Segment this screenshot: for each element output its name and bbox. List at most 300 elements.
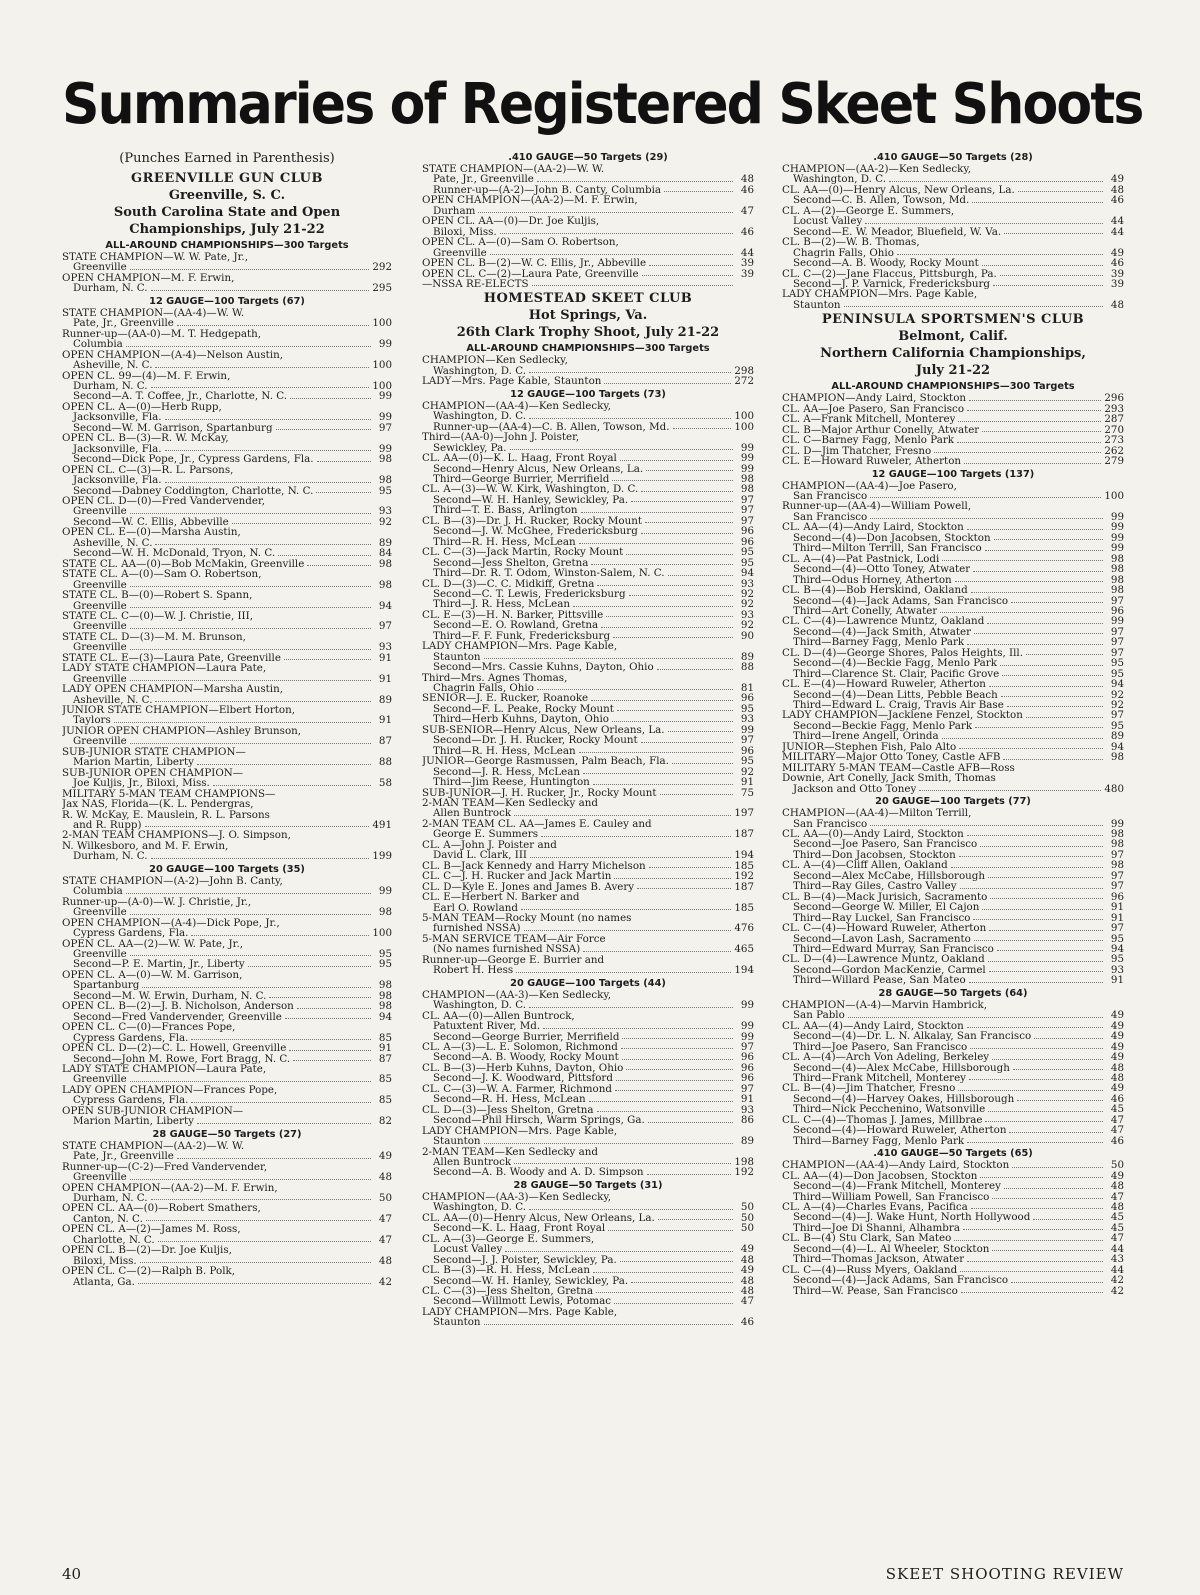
entry-score: 39 — [1110, 267, 1124, 280]
result-entry — [422, 1063, 754, 1073]
entry-text: Second—George Burrier, Merrifield — [433, 1031, 620, 1042]
leader-dots — [114, 722, 371, 723]
leader-dots — [988, 877, 1103, 878]
entry-text: OPEN CHAMPION—M. F. Erwin, — [62, 272, 235, 284]
result-entry — [422, 1032, 754, 1042]
result-entry — [422, 1157, 754, 1167]
result-entry — [422, 746, 754, 756]
leader-dots — [537, 689, 733, 690]
result-entry — [782, 1254, 1124, 1264]
leader-dots — [601, 627, 733, 628]
result-entry — [422, 808, 754, 818]
entry-text: San Francisco — [793, 818, 868, 830]
entry-text: Third—(AA-0)—John J. Poister, — [422, 432, 580, 443]
entry-score: 272 — [734, 375, 754, 388]
result-entry — [422, 474, 754, 484]
entry-text: CL. AA—(0)—Henry Alcus, New Orleans, La. — [422, 1212, 655, 1224]
leader-dots — [529, 418, 731, 419]
entry-score: 49 — [1110, 246, 1124, 259]
result-entry — [782, 616, 1124, 626]
entry-text: Durham, N. C. — [73, 283, 148, 294]
leader-dots — [969, 400, 1101, 401]
result-entry — [62, 475, 392, 485]
leader-dots — [130, 513, 371, 514]
result-entry — [422, 693, 754, 703]
note-text: (Punches Earned in Parenthesis) — [119, 151, 335, 166]
leader-dots — [597, 1111, 734, 1112]
result-entry — [422, 1192, 754, 1202]
result-entry — [782, 965, 1124, 975]
entry-score: 95 — [378, 484, 392, 497]
result-entry — [422, 526, 754, 536]
entry-score: 99 — [740, 452, 754, 465]
entry-text: Spartanburg — [73, 980, 140, 991]
leader-dots — [130, 1179, 371, 1180]
entry-text: CL. AA—(0)—Allen Buntrock, — [422, 1010, 575, 1022]
leader-dots — [955, 581, 1103, 582]
entry-text: San Francisco — [793, 490, 868, 502]
entry-text: STATE CL. AA—(0)—Bob McMakin, Greenville — [62, 558, 305, 570]
entry-text: CL. D—Kyle E. Jones and James B. Avery — [422, 881, 635, 893]
leader-dots — [155, 367, 369, 368]
entry-score: 88 — [378, 756, 392, 769]
entry-score: 46 — [1110, 1092, 1124, 1105]
result-entry — [62, 980, 392, 990]
entry-score: 98 — [1110, 859, 1124, 872]
entry-score: 98 — [378, 979, 392, 992]
leader-dots — [278, 555, 371, 556]
entry-text: STATE CL. A—(0)—Sam O. Robertson, — [62, 569, 262, 580]
result-entry — [422, 965, 754, 975]
entry-text: CL. C—(2)—Jane Flaccus, Pittsburgh, Pa. — [782, 268, 997, 279]
entry-score: 93 — [740, 1103, 754, 1116]
result-entry — [782, 227, 1124, 237]
result-entry — [422, 934, 754, 944]
entry-text: Second—(4)—Alex McCabe, Hillsborough — [793, 1062, 1010, 1073]
entry-text: Third—J. R. Hess, McLean — [433, 599, 570, 610]
entry-text: Chagrin Falls, Ohio — [793, 247, 894, 259]
leader-dots — [964, 463, 1101, 464]
leader-dots — [130, 680, 371, 681]
entry-score: 95 — [740, 546, 754, 559]
result-entry — [782, 606, 1124, 616]
entry-score: 50 — [740, 1211, 754, 1224]
entry-score: 94 — [1110, 943, 1124, 955]
leader-dots — [622, 1059, 733, 1060]
entry-text: Second—J. W. McGhee, Fredericksburg — [433, 526, 638, 537]
leader-dots — [971, 592, 1103, 593]
entry-score: 95 — [740, 702, 754, 715]
entry-text: Staunton — [793, 299, 841, 311]
result-entry — [62, 402, 392, 412]
leader-dots — [967, 1142, 1103, 1143]
result-entry — [62, 538, 392, 548]
leader-dots — [290, 398, 371, 399]
result-entry — [782, 850, 1124, 860]
entry-text: Third—Herb Kuhns, Dayton, Ohio — [433, 714, 609, 725]
result-entry — [422, 1213, 754, 1223]
entry-text: Third—Willard Pease, San Mateo — [793, 975, 966, 986]
leader-dots — [1011, 602, 1103, 603]
entry-score: 48 — [378, 1171, 392, 1184]
entry-text: furnished NSSA) — [433, 923, 521, 934]
entry-score: 95 — [740, 556, 754, 569]
entry-score: 98 — [378, 989, 392, 1002]
entry-score: 97 — [740, 1082, 754, 1095]
result-entry — [62, 907, 392, 917]
leader-dots — [1026, 717, 1103, 718]
result-entry — [422, 579, 754, 589]
entry-score: 48 — [1110, 1061, 1124, 1074]
leader-dots — [1002, 675, 1103, 676]
result-entry — [422, 484, 754, 494]
leader-dots — [126, 893, 371, 894]
entry-text: Allen Buntrock — [433, 1156, 512, 1168]
result-entry — [62, 1266, 392, 1276]
leader-dots — [958, 1090, 1103, 1091]
entry-text: Taylors — [73, 715, 111, 726]
result-entry — [422, 1021, 754, 1031]
entry-text: CL. D—(3)—Jess Shelton, Gretna — [422, 1104, 594, 1116]
entry-text: —NSSA RE-ELECTS — [422, 278, 529, 290]
entry-text: Second—(4)—L. Al Wheeler, Stockton — [793, 1243, 990, 1255]
result-entry — [62, 789, 392, 799]
leader-dots — [1004, 1188, 1103, 1189]
leader-dots — [620, 460, 733, 461]
result-entry — [62, 527, 392, 537]
entry-text: 2-MAN TEAM CL. AA—James E. Cauley and — [422, 818, 652, 830]
entry-text: CL. A—(4)—Charles Evans, Pacifica — [782, 1201, 968, 1213]
leader-dots — [532, 285, 733, 286]
entry-score: 89 — [740, 650, 754, 663]
result-entry — [422, 704, 754, 714]
event-title: Championships, July 21-22 — [129, 222, 325, 237]
leader-dots — [870, 825, 1103, 826]
entry-score: 98 — [378, 1000, 392, 1013]
result-entry — [62, 991, 392, 1001]
entry-score: 48 — [740, 173, 754, 186]
leader-dots — [988, 1111, 1103, 1112]
leader-dots — [992, 1198, 1103, 1199]
entry-text: JUNIOR OPEN CHAMPION—Ashley Brunson, — [62, 725, 302, 737]
leader-dots — [870, 497, 1101, 498]
leader-dots — [130, 1081, 371, 1082]
entry-text: OPEN CL. A—(2)—James M. Ross, — [62, 1224, 241, 1235]
result-entry — [782, 944, 1124, 954]
column-2 — [422, 150, 754, 1328]
leader-dots — [989, 686, 1103, 687]
entry-text: CL. B—(4)—Mack Jurisich, Sacramento — [782, 891, 988, 903]
leader-dots — [177, 325, 369, 326]
entry-text: OPEN CL. E—(0)—Marsha Austin, — [62, 527, 241, 538]
result-entry — [62, 1235, 392, 1245]
result-entry — [782, 543, 1124, 553]
entry-text: OPEN CL. AA—(2)—W. W. Pate, Jr., — [62, 938, 243, 949]
entry-text: Third—Barney Fagg, Menlo Park — [793, 637, 965, 648]
section-heading: 12 GAUGE—100 Targets (137) — [871, 468, 1035, 480]
entry-text: CL. B—(3)—Dr. J. H. Rucker, Rocky Mount — [422, 515, 643, 527]
leader-dots — [130, 269, 370, 270]
entry-text: CL. AA—(4)—Don Jacobsen, Stockton — [782, 1170, 978, 1182]
entry-text: Washington, D. C. — [433, 1202, 526, 1213]
entry-text: Jax NAS, Florida—(K. L. Pendergras, — [62, 799, 254, 810]
result-entry — [782, 1171, 1124, 1181]
entry-score: 99 — [1110, 817, 1124, 830]
entry-text: Cypress Gardens, Fla. — [73, 1095, 189, 1106]
result-entry — [422, 1307, 754, 1317]
entry-score: 95 — [378, 948, 392, 960]
leader-dots — [317, 461, 371, 462]
entry-text: San Pablo — [793, 1010, 845, 1021]
entry-score: 91 — [378, 651, 392, 664]
result-entry — [782, 404, 1124, 414]
leader-dots — [591, 564, 733, 565]
leader-dots — [972, 202, 1103, 203]
result-entry — [422, 662, 754, 672]
entry-score: 98 — [378, 578, 392, 591]
result-entry — [422, 1286, 754, 1296]
leader-dots — [130, 743, 371, 744]
entry-score: 48 — [1110, 183, 1124, 196]
entry-score: 93 — [740, 577, 754, 590]
leader-dots — [1003, 759, 1103, 760]
leader-dots — [583, 773, 733, 774]
entry-score: 49 — [378, 1150, 392, 1163]
result-entry — [62, 1116, 392, 1126]
entry-text: CL. C—(4)—Russ Myers, Oakland — [782, 1264, 958, 1276]
entry-score: 93 — [1110, 963, 1124, 976]
result-entry — [422, 1255, 754, 1265]
result-entry — [62, 1043, 392, 1053]
leader-dots — [672, 763, 733, 764]
leader-dots — [579, 752, 733, 753]
result-entry — [422, 1052, 754, 1062]
leader-dots — [975, 727, 1103, 728]
leader-dots — [484, 1324, 733, 1325]
entry-text: STATE CHAMPION—(AA-2)—W. W. — [422, 164, 605, 175]
entry-text: Durham, N. C. — [73, 380, 148, 392]
result-entry — [782, 1010, 1124, 1020]
result-entry — [62, 1001, 392, 1011]
result-entry — [782, 742, 1124, 752]
entry-text: CHAMPION—Ken Sedlecky, — [422, 355, 568, 366]
entry-score: 91 — [740, 1093, 754, 1106]
entry-score: 96 — [1110, 604, 1124, 617]
entry-text: Second—(4)—Dr. L. N. Alkalay, San Francisco — [793, 1031, 1032, 1042]
result-entry — [62, 705, 392, 715]
leader-dots — [626, 1069, 733, 1070]
entry-score: 47 — [378, 1212, 392, 1225]
entry-score: 99 — [740, 462, 754, 475]
entry-text: Greenville — [73, 1172, 127, 1183]
entry-text: CL. C—J. H. Rucker and Jack Martin — [422, 871, 612, 882]
result-entry — [62, 810, 392, 820]
leader-dots — [668, 731, 733, 732]
leader-dots — [165, 419, 371, 420]
result-entry — [62, 262, 392, 272]
entry-text: OPEN CL. A—(0)—Herb Rupp, — [62, 401, 222, 413]
entry-text: Third—Thomas Jackson, Atwater — [793, 1254, 965, 1265]
entry-score: 42 — [1110, 1274, 1124, 1287]
entry-text: Washington, D. C. — [793, 174, 886, 185]
leader-dots — [155, 701, 371, 702]
entry-score: 49 — [740, 1264, 754, 1277]
leader-dots — [197, 1123, 371, 1124]
result-entry — [782, 1202, 1124, 1212]
entry-score: 49 — [1110, 173, 1124, 186]
entry-score: 81 — [740, 682, 754, 695]
entry-text: Durham — [433, 205, 476, 217]
result-entry — [422, 1115, 754, 1125]
entry-text: Pate, Jr., Greenville — [73, 318, 174, 329]
result-entry — [62, 1203, 392, 1213]
result-entry — [422, 1105, 754, 1115]
entry-text: OPEN CL. C—(0)—Frances Pope, — [62, 1022, 236, 1033]
result-entry — [422, 495, 754, 505]
result-entry — [422, 725, 754, 735]
entry-text: LADY CHAMPION—Mrs. Page Kable, — [422, 641, 618, 652]
result-entry — [422, 829, 754, 839]
entry-text: Washington, D. C. — [433, 1000, 526, 1011]
entry-text: Chagrin Falls, Ohio — [433, 683, 534, 694]
entry-text: CL. B—Jack Kennedy and Harry Michelson — [422, 860, 646, 872]
result-entry — [422, 258, 754, 268]
result-entry — [422, 955, 754, 965]
result-entry — [422, 516, 754, 526]
leader-dots — [530, 857, 731, 858]
leader-dots — [316, 492, 371, 493]
entry-text: JUNIOR—George Rasmussen, Palm Beach, Fla. — [422, 756, 669, 767]
entry-text: SUB-SENIOR—Henry Alcus, New Orleans, La. — [422, 724, 665, 736]
entry-text: N. Wilkesboro, and M. F. Erwin, — [62, 840, 229, 852]
result-entry — [422, 1234, 754, 1244]
result-entry — [62, 308, 392, 318]
result-entry — [62, 433, 392, 443]
result-entry — [782, 435, 1124, 445]
result-entry — [782, 731, 1124, 741]
entry-text: Earl O. Rowland — [433, 902, 518, 913]
result-entry — [422, 1244, 754, 1254]
result-entry — [782, 446, 1124, 456]
result-entry — [422, 798, 754, 808]
entry-score: 95 — [1110, 657, 1124, 670]
leader-dots — [919, 790, 1101, 791]
entry-text: OPEN CL. B—(2)—W. C. Ellis, Jr., Abbeville — [422, 258, 647, 269]
entry-score: 49 — [1110, 1169, 1124, 1182]
entry-text: George E. Summers — [433, 829, 538, 840]
entry-text: LADY OPEN CHAMPION—Marsha Austin, — [62, 684, 283, 695]
entry-score: 273 — [1104, 434, 1124, 447]
leader-dots — [591, 700, 733, 701]
leader-dots — [529, 1007, 733, 1008]
entry-score: 91 — [1110, 901, 1124, 914]
leader-dots — [613, 637, 733, 638]
entry-text: R. W. McKay, E. Mauslein, R. L. Parsons — [62, 809, 270, 821]
result-entry — [782, 237, 1124, 247]
entry-text: Third—R. H. Hess, McLean — [433, 745, 576, 757]
leader-dots — [1033, 1219, 1103, 1220]
result-entry — [62, 496, 392, 506]
entry-score: 99 — [740, 441, 754, 454]
entry-text: Second—Lavon Lash, Sacramento — [793, 933, 971, 944]
entry-score: 48 — [1110, 1180, 1124, 1193]
result-entry — [62, 653, 392, 663]
result-entry — [62, 329, 392, 339]
leader-dots — [1017, 1100, 1103, 1101]
leader-dots — [626, 554, 733, 555]
entry-text: Second—J. P. Varnick, Fredericksburg — [793, 278, 991, 290]
entry-text: Second—John M. Rowe, Fort Bragg, N. C. — [73, 1053, 291, 1064]
entry-text: Second—Alex McCabe, Hillsborough — [793, 870, 986, 882]
entry-score: 82 — [378, 1115, 392, 1128]
entry-score: 94 — [378, 1010, 392, 1023]
entry-text: CL. C—(3)—Jack Martin, Rocky Mount — [422, 547, 624, 558]
result-entry — [422, 453, 754, 463]
result-entry — [422, 850, 754, 860]
result-entry — [62, 799, 392, 809]
entry-score: 97 — [378, 421, 392, 434]
leader-dots — [500, 233, 733, 234]
entry-score: 296 — [1104, 392, 1124, 405]
result-entry — [62, 897, 392, 907]
result-entry — [62, 1214, 392, 1224]
leader-dots — [971, 1208, 1103, 1209]
result-entry — [62, 674, 392, 684]
entry-text: 2-MAN TEAM—Ken Sedlecky and — [422, 1146, 598, 1157]
result-entry — [62, 559, 392, 569]
result-entry — [782, 763, 1124, 773]
result-entry — [422, 1167, 754, 1177]
result-entry — [782, 1160, 1124, 1170]
entry-text: Second—(4)—Don Jacobsen, Stockton — [793, 532, 991, 544]
leader-dots — [293, 1060, 371, 1061]
entry-text: CL. C—(4)—Lawrence Muntz, Oakland — [782, 616, 985, 627]
entry-score: 99 — [740, 1020, 754, 1033]
entry-text: JUNIOR STATE CHAMPION—Elbert Horton, — [62, 705, 295, 716]
result-entry — [422, 913, 754, 923]
entry-text: CL. D—(3)—C. C. Midkiff, Gretna — [422, 578, 595, 589]
entry-text: SUB-JUNIOR OPEN CHAMPION— — [62, 767, 244, 779]
entry-score: 45 — [1110, 1103, 1124, 1116]
result-entry — [62, 757, 392, 767]
entry-score: 44 — [1110, 1242, 1124, 1255]
result-entry — [62, 642, 392, 652]
entry-text: Third—T. E. Bass, Arlington — [433, 505, 578, 516]
result-entry — [422, 882, 754, 892]
result-entry — [422, 1147, 754, 1157]
entry-text: CL. E—Herbert N. Barker and — [422, 892, 580, 903]
result-entry — [782, 1031, 1124, 1041]
result-entry — [782, 934, 1124, 944]
result-entry — [782, 808, 1124, 818]
entry-score: 96 — [740, 692, 754, 705]
entry-score: 46 — [1110, 1134, 1124, 1147]
entry-score: 48 — [740, 1253, 754, 1266]
result-entry — [62, 949, 392, 959]
entry-text: Greenville — [73, 642, 127, 653]
leader-dots — [307, 565, 371, 566]
result-entry — [422, 840, 754, 850]
entry-score: 476 — [734, 922, 754, 935]
entry-text: STATE CHAMPION—(AA-2)—W. W. — [62, 1140, 245, 1152]
entry-score: 98 — [1110, 838, 1124, 851]
entry-score: 97 — [1110, 646, 1124, 659]
result-entry — [782, 700, 1124, 710]
result-entry — [62, 1245, 392, 1255]
entry-score: 49 — [1110, 1030, 1124, 1043]
result-entry — [422, 248, 754, 258]
result-entry — [782, 773, 1124, 783]
